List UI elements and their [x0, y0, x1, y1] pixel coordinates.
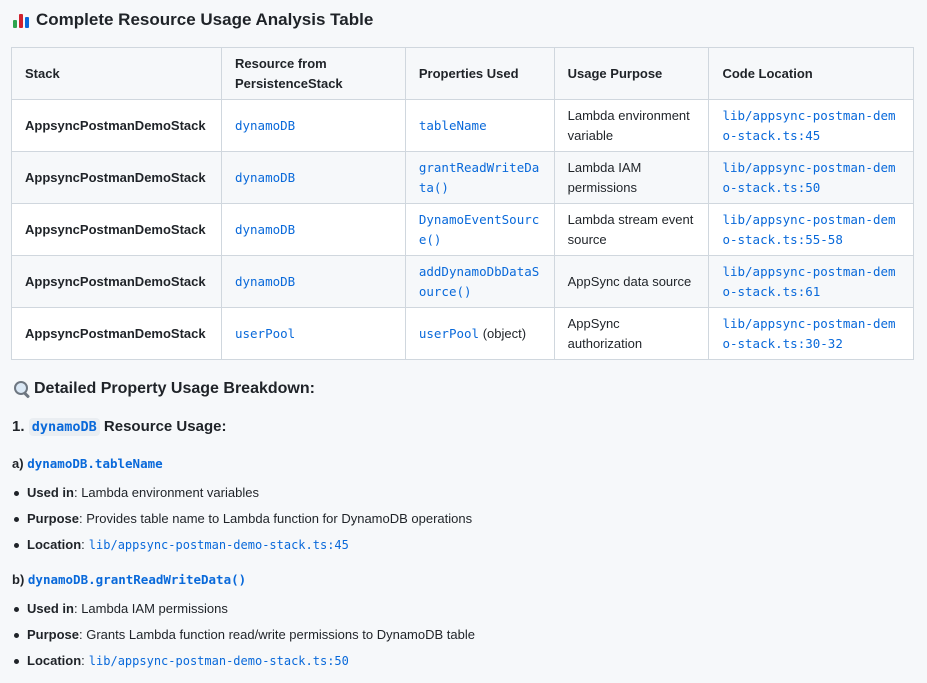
column-header-location: Code Location — [709, 48, 914, 100]
bullet-label: Location — [27, 653, 82, 668]
bullet-text: : Provides table name to Lambda function for DynamoDB operations — [79, 511, 473, 526]
list-item — [12, 484, 472, 510]
property-code: DynamoEventSource() — [418, 211, 540, 247]
bullet-text: : — [81, 653, 85, 668]
column-header-purpose: Usage Purpose — [554, 48, 709, 100]
cell-stack: AppsyncPostmanDemoStack — [12, 100, 222, 152]
location-link[interactable]: lib/appsync-postman-demo-stack.ts:45 — [88, 538, 349, 552]
section-code: dynamoDB — [29, 418, 100, 436]
subsection-heading-a — [12, 456, 163, 471]
bullet-list-b — [12, 600, 475, 678]
resource-code: dynamoDB — [234, 221, 296, 237]
bullet-text: : Grants Lambda function read/write permissions to DynamoDB table — [79, 627, 475, 642]
cell-purpose: Lambda environment variable — [554, 100, 709, 152]
list-item — [12, 626, 475, 652]
cell-property — [405, 256, 554, 308]
breakdown-heading — [12, 380, 315, 398]
section-text: Resource Usage: — [103, 418, 227, 435]
bullet-label: Used in — [27, 601, 74, 616]
cell-purpose: AppSync data source — [554, 256, 709, 308]
location-link[interactable]: lib/appsync-postman-demo-stack.ts:50 — [88, 654, 349, 668]
location-link[interactable]: lib/appsync-postman-demo-stack.ts:61 — [722, 263, 896, 299]
bullet-text: : — [81, 537, 85, 552]
cell-purpose: Lambda IAM permissions — [554, 152, 709, 204]
cell-stack: AppsyncPostmanDemoStack — [12, 152, 222, 204]
table-header-row — [12, 48, 914, 100]
property-code: userPool — [418, 325, 480, 341]
table-row — [12, 204, 914, 256]
cell-purpose: AppSync authorization — [554, 308, 709, 360]
cell-location — [709, 204, 914, 256]
cell-resource — [221, 152, 405, 204]
column-header-stack: Stack — [12, 48, 222, 100]
cell-property — [405, 152, 554, 204]
cell-resource — [221, 256, 405, 308]
subsection-code: dynamoDB.tableName — [27, 456, 163, 471]
cell-property — [405, 204, 554, 256]
column-header-properties: Properties Used — [405, 48, 554, 100]
cell-location — [709, 152, 914, 204]
magnifying-glass-icon — [12, 380, 30, 398]
subsection-letter: b) — [12, 572, 25, 587]
resource-code: dynamoDB — [234, 117, 296, 133]
cell-location — [709, 100, 914, 152]
property-code: addDynamoDbDataSource() — [418, 263, 540, 299]
subsection-heading-b — [12, 572, 246, 587]
bullet-text: : Lambda environment variables — [73, 485, 259, 500]
list-item — [12, 510, 472, 536]
subsection-letter: a) — [12, 456, 24, 471]
resource-code: userPool — [234, 325, 296, 341]
property-code: tableName — [418, 117, 487, 133]
bullet-label: Used in — [27, 485, 74, 500]
table-row — [12, 152, 914, 204]
cell-resource — [221, 308, 405, 360]
list-item — [12, 600, 475, 626]
list-item — [12, 652, 475, 678]
cell-property — [405, 100, 554, 152]
resource-usage-table — [11, 47, 914, 360]
cell-location — [709, 256, 914, 308]
page-title — [12, 10, 373, 30]
cell-stack: AppsyncPostmanDemoStack — [12, 256, 222, 308]
table-row — [12, 256, 914, 308]
resource-code: dynamoDB — [234, 273, 296, 289]
location-link[interactable]: lib/appsync-postman-demo-stack.ts:50 — [722, 159, 896, 195]
bullet-list-a — [12, 484, 472, 562]
list-item — [12, 536, 472, 562]
location-link[interactable]: lib/appsync-postman-demo-stack.ts:55-58 — [722, 211, 896, 247]
table-row — [12, 100, 914, 152]
bar-chart-icon — [12, 11, 30, 29]
bullet-label: Purpose — [27, 627, 80, 642]
resource-code: dynamoDB — [234, 169, 296, 185]
breakdown-title: Detailed Property Usage Breakdown: — [34, 380, 315, 397]
cell-stack: AppsyncPostmanDemoStack — [12, 308, 222, 360]
section-number: 1. — [12, 418, 25, 435]
location-link[interactable]: lib/appsync-postman-demo-stack.ts:30-32 — [722, 315, 896, 351]
page-title-text: Complete Resource Usage Analysis Table — [36, 10, 374, 29]
cell-resource — [221, 100, 405, 152]
cell-purpose: Lambda stream event source — [554, 204, 709, 256]
bullet-text: : Lambda IAM permissions — [73, 601, 228, 616]
cell-stack: AppsyncPostmanDemoStack — [12, 204, 222, 256]
subsection-code: dynamoDB.grantReadWriteData() — [27, 572, 247, 587]
bullet-label: Location — [27, 537, 82, 552]
column-header-resource: Resource from PersistenceStack — [221, 48, 405, 100]
property-suffix: (object) — [482, 325, 527, 341]
section-heading-dynamodb — [12, 418, 226, 435]
cell-resource — [221, 204, 405, 256]
bullet-label: Purpose — [27, 511, 80, 526]
cell-property — [405, 308, 554, 360]
table-row — [12, 308, 914, 360]
property-code: grantReadWriteData() — [418, 159, 540, 195]
location-link[interactable]: lib/appsync-postman-demo-stack.ts:45 — [722, 107, 896, 143]
cell-location — [709, 308, 914, 360]
